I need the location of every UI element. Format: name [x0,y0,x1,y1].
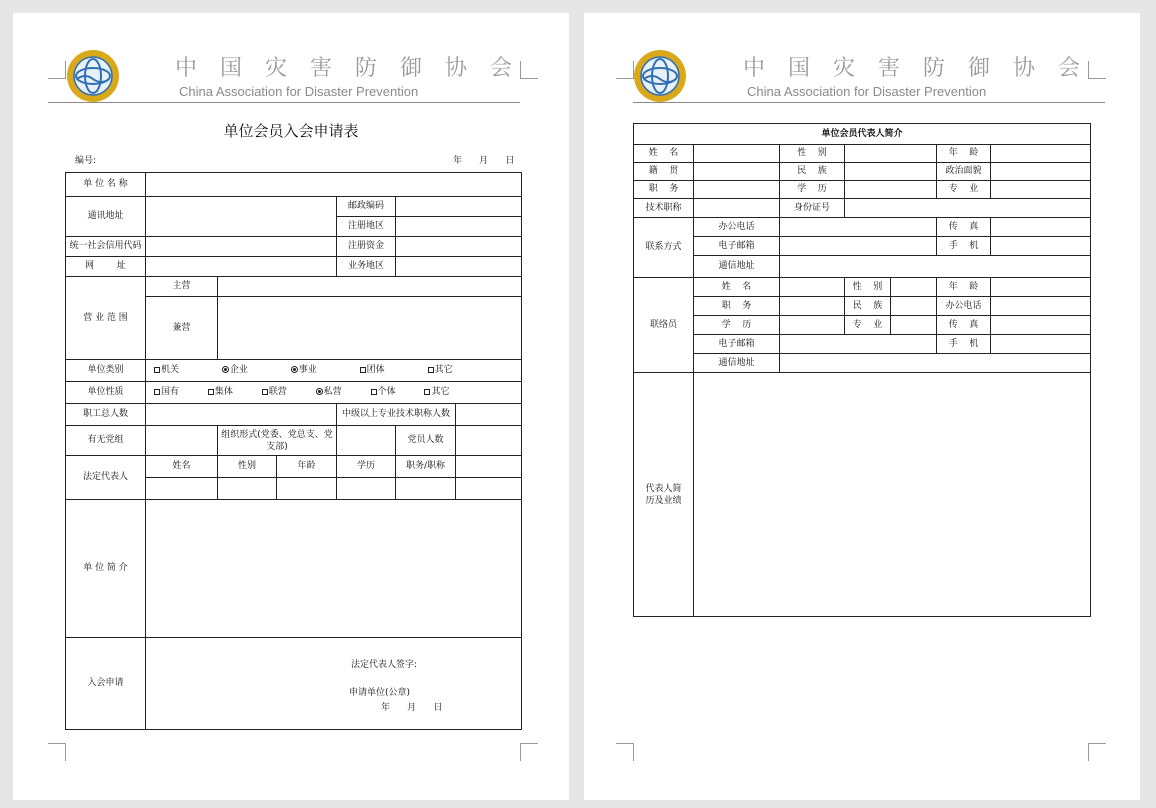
reg-capital-label: 注册资金 [337,237,396,257]
native-label: 籍 贯 [634,163,694,181]
nature-option-jiti[interactable]: 集体 [208,387,233,397]
party-field[interactable] [146,426,218,456]
category-option-tuanti[interactable]: 团体 [360,365,385,375]
liaison-edu-field[interactable] [780,316,845,335]
rep-name-field[interactable] [146,478,218,500]
nature-option-geti[interactable]: 个体 [371,387,396,397]
org-form-label: 组织形式(党委、党总支、党支部) [218,426,337,456]
association-name-en: China Association for Disaster Prevention [179,84,419,99]
reg-region-label: 注册地区 [337,217,396,237]
rep-col-name: 姓名 [146,456,218,478]
website-field[interactable] [146,257,337,277]
association-name-cn: 中 国 灾 害 防 御 协 会 [743,56,1088,81]
main-biz-label: 主营 [146,277,218,297]
nature-option-lianying[interactable]: 联营 [262,387,287,397]
staff-label: 职工总人数 [66,404,146,426]
age-field[interactable] [991,145,1091,163]
intro-label: 单 位 简 介 [66,500,146,638]
liaison-post-field[interactable] [780,297,845,316]
tech-title-label: 技术职称 [634,199,694,218]
major-label: 专 业 [937,181,991,199]
document-page-2 [584,13,1140,800]
crop-mark [616,61,634,79]
native-field[interactable] [694,163,780,181]
liaison-gender-field[interactable] [891,278,937,297]
rep-col-edu: 学历 [337,456,396,478]
representative-table [633,123,1091,617]
members-label: 党员人数 [396,426,456,456]
liaison-mail-addr-label: 通信地址 [694,354,780,373]
liaison-name-field[interactable] [780,278,845,297]
category-option-qiye[interactable]: 企业 [222,365,248,375]
liaison-age-label: 年 龄 [937,278,991,297]
nature-option-guoyou[interactable]: 国有 [154,387,179,397]
major-field[interactable] [991,181,1091,199]
website-label: 网 址 [66,257,146,277]
liaison-ethnic-label: 民 族 [845,297,891,316]
members-field[interactable] [456,426,522,456]
side-biz-field[interactable] [218,297,522,360]
scope-label: 营 业 范 围 [66,277,146,360]
liaison-mail-addr-field[interactable] [780,354,1091,373]
association-name-en: China Association for Disaster Prevention [747,84,987,99]
rep-col-gender: 性别 [218,456,277,478]
liaison-email-field[interactable] [780,335,937,354]
category-options [146,360,522,382]
liaison-email-label: 电子邮箱 [694,335,780,354]
fax-field[interactable] [991,218,1091,237]
application-form-table [65,172,522,730]
political-field[interactable] [991,163,1091,181]
senior-staff-label: 中级以上专业技术职称人数 [337,404,456,426]
staff-field[interactable] [146,404,337,426]
rep-table-title: 单位会员代表人简介 [634,124,1091,145]
side-biz-label: 兼营 [146,297,218,360]
document-page-1 [13,13,569,800]
fax-label: 传 真 [937,218,991,237]
nature-label: 单位性质 [66,382,146,404]
gender-label: 性 别 [780,145,845,163]
category-option-jiguan[interactable]: 机关 [154,365,179,375]
post-field[interactable] [694,181,780,199]
intro-field[interactable] [146,500,522,638]
form-title: 单位会员入会申请表 [223,122,359,140]
sign-date: 年 月 日 [381,703,443,713]
crop-mark [48,743,66,761]
apply-label: 入会申请 [66,638,146,730]
biz-region-label: 业务地区 [337,257,396,277]
id-no-field[interactable] [845,199,1091,218]
category-label: 单位类别 [66,360,146,382]
liaison-label: 联络员 [634,278,694,373]
email-label: 电子邮箱 [694,237,780,256]
liaison-fax-label: 传 真 [937,316,991,335]
reg-region-field[interactable] [396,217,522,237]
address-field[interactable] [146,197,337,237]
mobile-label: 手 机 [937,237,991,256]
liaison-office-tel-label: 办公电话 [937,297,991,316]
liaison-ethnic-field[interactable] [891,297,937,316]
association-name-cn: 中 国 灾 害 防 御 协 会 [175,56,520,81]
party-label: 有无党组 [66,426,146,456]
office-tel-label: 办公电话 [694,218,780,237]
rep-col-title: 职务/职称 [396,456,456,478]
liaison-major-field[interactable] [891,316,937,335]
rep-extra-cell[interactable] [456,456,522,478]
senior-staff-field[interactable] [456,404,522,426]
post-label: 职 务 [634,181,694,199]
form-date: 年 月 日 [453,156,515,166]
age-label: 年 龄 [937,145,991,163]
crop-mark [616,743,634,761]
credit-code-field[interactable] [146,237,337,257]
mail-addr-label: 通信地址 [694,256,780,278]
ethnic-label: 民 族 [780,163,845,181]
id-no-label: 身份证号 [780,199,845,218]
liaison-mobile-field[interactable] [991,335,1091,354]
bio-field[interactable] [694,373,1091,617]
serial-label: 编号: [75,156,97,166]
rep-edu-field[interactable] [337,478,396,500]
liaison-fax-field[interactable] [991,316,1091,335]
letterhead [48,47,520,103]
liaison-post-label: 职 务 [694,297,780,316]
main-biz-field[interactable] [218,277,522,297]
nature-options [146,382,522,404]
liaison-name-label: 姓 名 [694,278,780,297]
nature-option-qita[interactable]: 其它 [424,387,449,397]
liaison-age-field[interactable] [991,278,1091,297]
association-logo-icon [66,49,120,103]
liaison-edu-label: 学 历 [694,316,780,335]
address-label: 通讯地址 [66,197,146,237]
nature-option-siying[interactable]: 私营 [316,387,342,397]
liaison-gender-label: 性 别 [845,278,891,297]
credit-code-label: 统一社会信用代码 [66,237,146,257]
category-option-qita[interactable]: 其它 [428,365,453,375]
gender-field[interactable] [845,145,937,163]
rep-col-age: 年龄 [277,456,337,478]
contact-label: 联系方式 [634,218,694,278]
rep-age-field[interactable] [277,478,337,500]
name-label: 姓 名 [634,145,694,163]
sign-rep-label: 法定代表人签字: [351,660,418,670]
category-option-shiye[interactable]: 事业 [291,365,317,375]
tech-title-field[interactable] [694,199,780,218]
rep-extra-field[interactable] [456,478,522,500]
association-logo-icon [633,49,687,103]
crop-mark [520,61,538,79]
apply-field[interactable] [146,638,522,730]
crop-mark [520,743,538,761]
mail-addr-field[interactable] [780,256,1091,278]
crop-mark [1088,743,1106,761]
unit-name-label: 单 位 名 称 [66,173,146,197]
reg-capital-field[interactable] [396,237,522,257]
sign-unit-label: 申请单位(公章) [349,688,411,698]
political-label: 政治面貌 [937,163,991,181]
edu-field[interactable] [845,181,937,199]
ethnic-field[interactable] [845,163,937,181]
unit-name-field[interactable] [146,173,522,197]
postcode-field[interactable] [396,197,522,217]
liaison-major-label: 专 业 [845,316,891,335]
mobile-field[interactable] [991,237,1091,256]
postcode-label: 邮政编码 [337,197,396,217]
liaison-office-tel-field[interactable] [991,297,1091,316]
letterhead [633,47,1105,103]
bio-label: 代表人简历及业绩 [634,373,694,617]
rep-title-field[interactable] [396,478,456,500]
edu-label: 学 历 [780,181,845,199]
email-field[interactable] [780,237,937,256]
liaison-mobile-label: 手 机 [937,335,991,354]
legal-rep-label: 法定代表人 [66,456,146,500]
org-form-field[interactable] [337,426,396,456]
biz-region-field[interactable] [396,257,522,277]
office-tel-field[interactable] [780,218,937,237]
rep-gender-field[interactable] [218,478,277,500]
name-field[interactable] [694,145,780,163]
